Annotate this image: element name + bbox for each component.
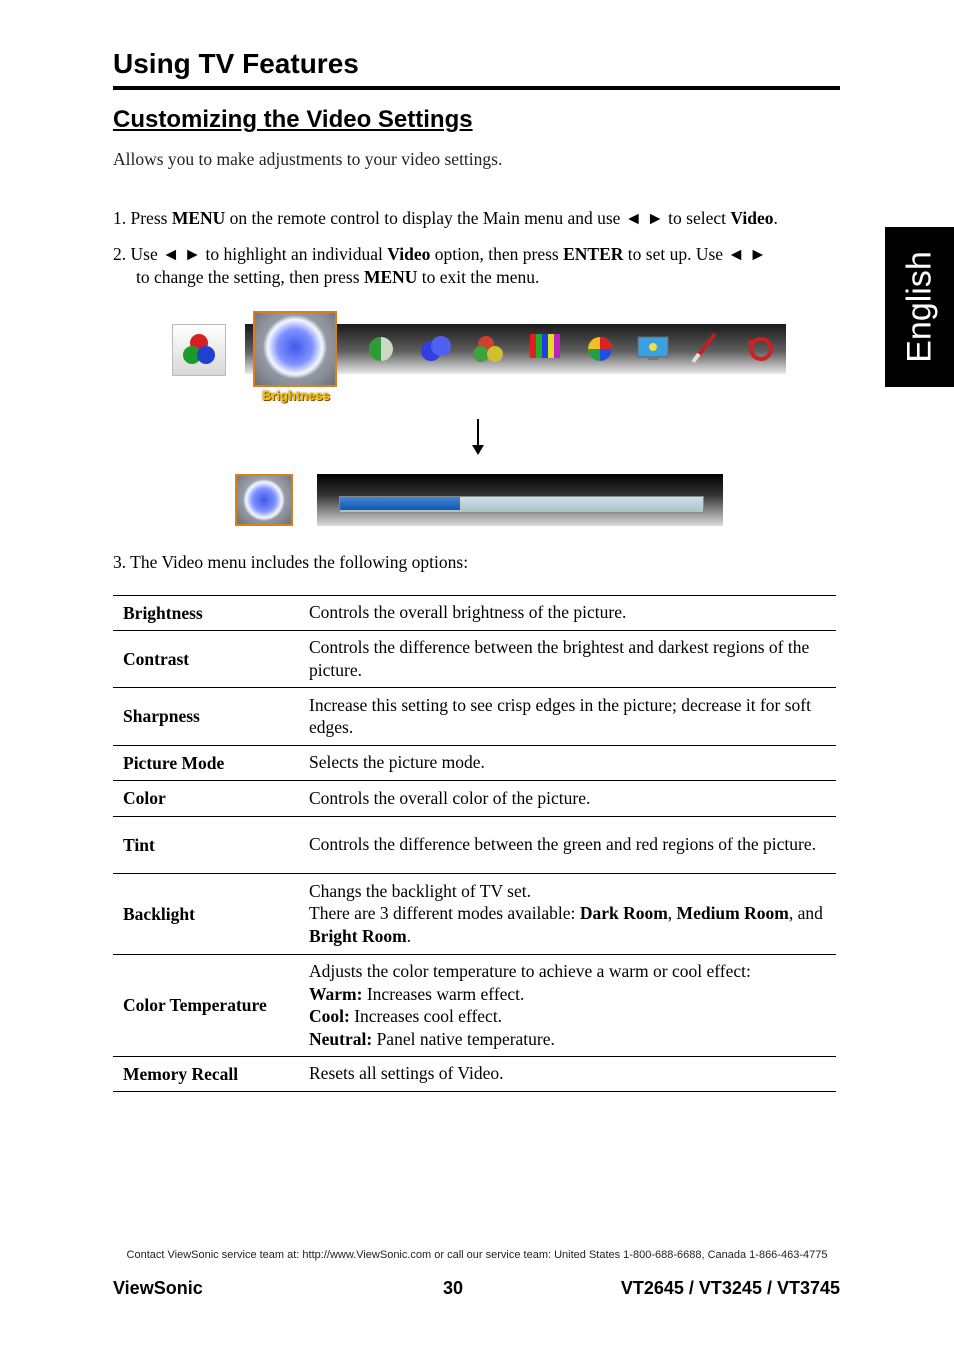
table-row [113, 746, 836, 781]
option-name: Sharpness [113, 688, 309, 746]
picture-mode-icon[interactable] [473, 336, 503, 362]
option-name: Contrast [113, 631, 309, 688]
brightness-slider-fill [340, 497, 460, 510]
color-temperature-pen-icon[interactable] [693, 334, 715, 362]
language-tab-label: English [900, 251, 938, 363]
table-row [113, 817, 836, 874]
brightness-menu-label: Brightness [262, 388, 330, 403]
title-rule [113, 86, 840, 90]
section-title: Customizing the Video Settings [113, 106, 473, 133]
backlight-monitor-icon[interactable] [638, 337, 668, 360]
video-menu-tile [172, 324, 226, 376]
brightness-orb-icon [237, 476, 291, 524]
down-arrow-icon [472, 445, 484, 455]
contact-line: Contact ViewSonic service team at: http://www.ViewSonic.com or call our service team: United States 1-800-688-6688, Canada 1-866-463-4775 [126, 1249, 828, 1261]
flow-arrow-line [477, 419, 479, 445]
brightness-menu-item-selected[interactable] [253, 311, 337, 387]
option-name: Brightness [113, 596, 309, 631]
page-number: 30 [443, 1278, 464, 1298]
sharpness-balls-icon[interactable] [421, 336, 451, 361]
option-description: Changs the backlight of TV set. There are 3 different modes available: Dark Room, Medium Room, and Bright Room. [309, 874, 836, 955]
page-title: Using TV Features [113, 48, 359, 79]
step-2: 2. Use ◄ ► to highlight an individual Video option, then press ENTER to set up. Use ◄ ► to change the setting, then press MENU to exit the menu. [113, 244, 767, 287]
option-name: Picture Mode [113, 746, 309, 781]
brightness-orb-icon [255, 313, 335, 385]
option-description: Adjusts the color temperature to achieve a warm or cool effect: Warm: Increases warm effect. Cool: Increases cool effect. Neutral: Panel native temperature. [309, 955, 836, 1057]
option-name: Backlight [113, 874, 309, 955]
tint-wheel-icon[interactable] [588, 337, 612, 361]
option-description: Controls the difference between the brightest and darkest regions of the picture. [309, 631, 836, 688]
option-description: Selects the picture mode. [309, 746, 836, 781]
table-row [113, 955, 836, 1057]
table-row [113, 781, 836, 817]
footer-brand: ViewSonic [113, 1278, 203, 1298]
option-description: Resets all settings of Video. [309, 1057, 836, 1092]
option-description: Increase this setting to see crisp edges in the picture; decrease it for soft edges. [309, 688, 836, 746]
table-row [113, 596, 836, 631]
footer-models: VT2645 / VT3245 / VT3745 [620, 1278, 840, 1298]
brightness-setting-tile [235, 474, 293, 526]
memory-recall-icon[interactable] [748, 339, 771, 359]
table-row [113, 1057, 836, 1092]
option-name: Tint [113, 817, 309, 874]
intro-text: Allows you to make adjustments to your video settings. [113, 149, 503, 169]
option-description: Controls the overall brightness of the picture. [309, 596, 836, 631]
table-row [113, 631, 836, 688]
step-1: 1. Press MENU on the remote control to display the Main menu and use ◄ ► to select Video. [113, 208, 778, 228]
color-bars-icon[interactable] [530, 334, 560, 358]
step-3: 3. The Video menu includes the following options: [113, 552, 469, 572]
option-description: Controls the difference between the green and red regions of the picture. [309, 817, 836, 874]
rgb-balls-icon [173, 325, 225, 375]
video-options-table [113, 595, 836, 1092]
contrast-ball-icon[interactable] [369, 337, 393, 361]
option-name: Color [113, 781, 309, 817]
language-tab [885, 227, 954, 387]
option-name: Memory Recall [113, 1057, 309, 1092]
table-row [113, 874, 836, 955]
table-row [113, 688, 836, 746]
option-name: Color Temperature [113, 955, 309, 1057]
option-description: Controls the overall color of the picture. [309, 781, 836, 817]
